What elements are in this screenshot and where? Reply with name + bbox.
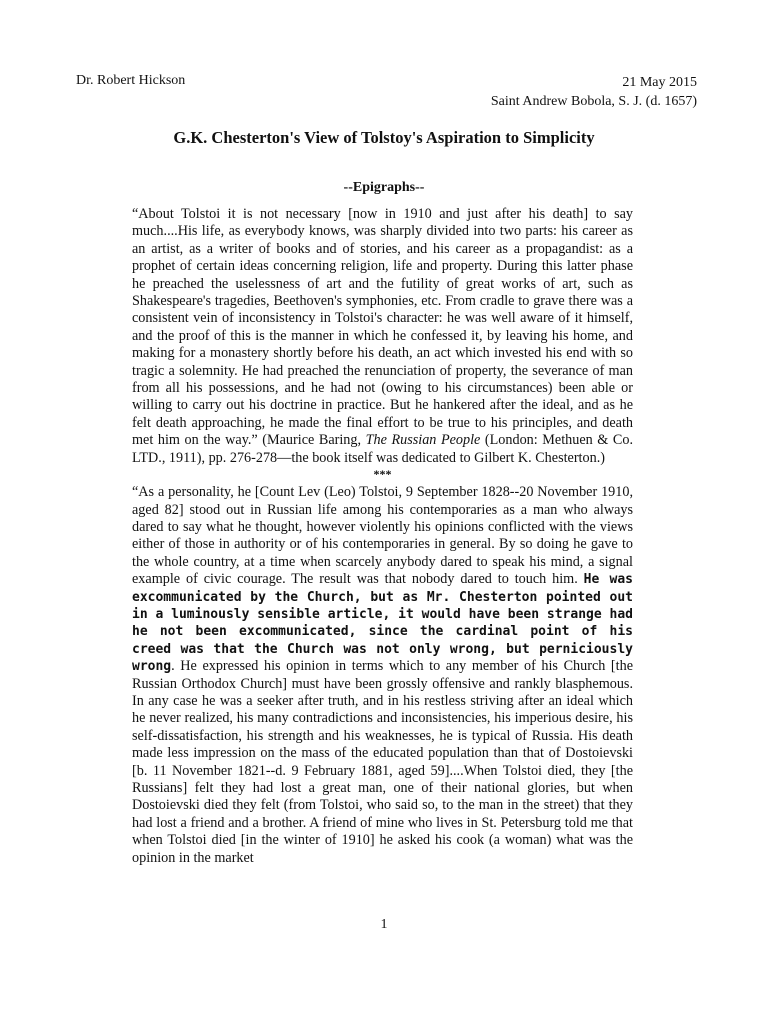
epigraph-2-bold-passage: He was excommunicated by the Church, but as Mr. Chesterton pointed out in a luminously sensible article, it would have been strange had he not been excommunicated, since the cardinal point of his creed was that the Church was not only wrong, but perniciously wrong [132,572,633,675]
epigraph-2-text-pre: “As a personality, he [Count Lev (Leo) Tolstoi, 9 September 1828--20 November 1910, aged 82] stood out in Russian life among his contemporaries as a man who always dared to say what he thought, however violently his opinions conflicted with the views either of those in authority or of his contemporaries in general. By so doing he gave to the whole country, at a time when scarcely anybody dared to speak his mind, a signal example of civic courage. The result was that nobody dared to touch him. [132,484,633,588]
essay-title: G.K. Chesterton's View of Tolstoy's Aspiration to Simplicity [173,128,595,147]
date: 21 May 2015 [622,75,697,90]
epigraph-2-text-post: . He expressed his opinion in terms which to any member of his Church [the Russian Orthodox Church] must have been grossly offensive and rankly blasphemous. In any case he was a seeker after truth, and in his restless striving after an ideal which he never realized, his many contradictions and inconsistencies, his imperious desire, his self-dissatisfaction, his strength and his weaknesses, he is typical of Russia. His death made less impression on the mass of the educated population than that of Dostoievski [b. 11 November 1821--d. 9 February 1881, aged 59]....When Tolstoi died, they [the Russians] felt they had lost a great man, one of their national glories, but when Dostoievski died they felt (from Tolstoi, who said so, to the man in the street) that they had lost a friend and a brother. A friend of mine who lives in St. Petersburg told me that when Tolstoi died [in the winter of 1910] he asked his cook (a woman) what was the opinion in the market [132,658,633,866]
epigraphs-body [132,206,633,867]
feast-day: Saint Andrew Bobola, S. J. (d. 1657) [490,94,697,109]
epigraphs-heading: --Epigraphs-- [343,180,425,195]
epigraph-1 [132,206,633,467]
header-date-block [491,73,697,111]
page-number: 1 [380,917,388,932]
section-separator: *** [373,467,392,482]
epigraph-2 [132,484,633,867]
author-name: Dr. Robert Hickson [76,73,186,88]
epigraph-1-citation-pre: (Maurice Baring, [262,432,366,449]
citation-book-title: The Russian People [365,432,481,449]
epigraph-1-citation-post: (London: Methuen & Co. LTD., 1911), pp. 276-278—the book itself was dedicated to Gilbert K. Chesterton.) [132,432,633,466]
epigraph-1-text: “About Tolstoi it is not necessary [now in 1910 and just after his death] to say much....His life, as everybody knows, was sharply divided into two parts: his career as an artist, as a writer of books and of stories, and his career as a propagandist: as a prophet of certain ideas concerning religion, life and property. During this latter phase he preached the uselessness of art and the futility of great works of art, such as Shakespeare's tragedies, Beethoven's symphonies, etc. From cradle to grave there was a consistent vein of inconsistency in Tolstoi's character: he was well aware of it himself, and the proof of this is the manner in which he confessed it, by leaving his home, and making for a monastery shortly before his death, an act which invested his end with so tragic a solemnity. He had preached the renunciation of property, the severance of man from all his possessions, and he had not (owing to his circumstances) been able or willing to carry out his doctrine in practice. But he hankered after the ideal, and as he felt death approaching, he made the final effort to be true to his principles, and death met him on the way.” [132,206,633,449]
